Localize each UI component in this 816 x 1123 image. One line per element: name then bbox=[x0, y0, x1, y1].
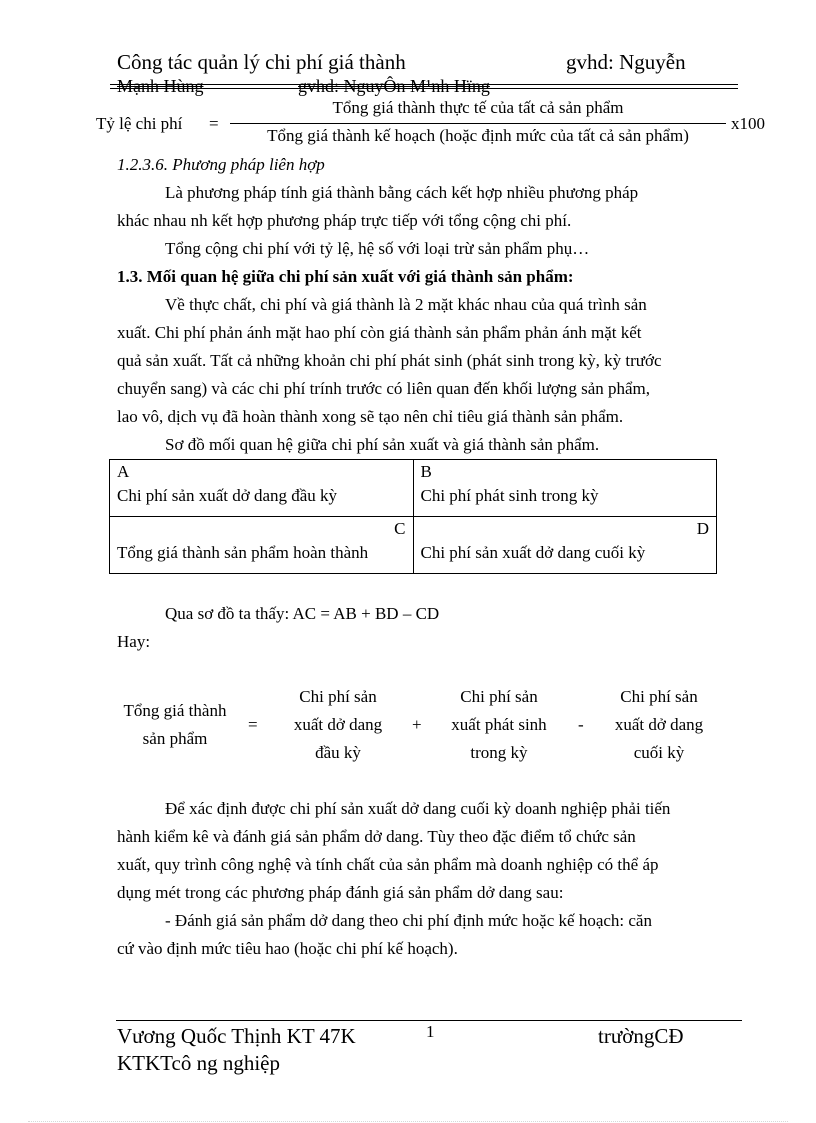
cost-term3-line3: cuối kỳ bbox=[633, 743, 685, 762]
section-1236-p2: Tổng cộng chi phí với tỷ lệ, hệ số với loại trừ sản phẩm phụ… bbox=[165, 239, 590, 258]
ratio-multiplier: x100 bbox=[731, 114, 765, 133]
section-13-p1-line4: chuyển sang) và các chi phí trính trước có liên quan đến khối lượng sản phẩm, bbox=[117, 379, 651, 398]
diagram-letter-c: C bbox=[394, 519, 406, 538]
cost-term2-line3: trong kỳ bbox=[470, 743, 528, 762]
header-line2-garbled: gvhd: NguyÔn M¹nh Hïng bbox=[298, 76, 490, 96]
diagram-letter-d: D bbox=[696, 519, 709, 538]
cost-lhs-line2: sản phẩm bbox=[142, 729, 208, 748]
footer-author: Vương Quốc Thịnh KT 47K bbox=[117, 1024, 356, 1048]
diagram-letter-b: B bbox=[420, 462, 432, 481]
diagram-cell-d bbox=[413, 517, 717, 574]
section-13-p1-line5: lao vô, dịch vụ đã hoàn thành xong sẽ tạo nên chỉ tiêu giá thành sản phẩm. bbox=[117, 407, 624, 426]
cost-term2-line1: Chi phí sản bbox=[460, 687, 538, 706]
diagram-text-c: Tổng giá thành sản phẩm hoàn thành bbox=[117, 543, 369, 562]
section-1236-p1-line1: Là phương pháp tính giá thành bằng cách kết hợp nhiều phương pháp bbox=[165, 183, 639, 202]
header-advisor: gvhd: Nguyễn bbox=[566, 50, 686, 74]
closing-p1-line2: hành kiểm kê và đánh giá sản phẩm dở dang. Tùy theo đặc điểm tổ chức sản bbox=[117, 827, 636, 846]
diagram-cell-b bbox=[413, 460, 717, 517]
cost-equals: = bbox=[248, 715, 258, 734]
cost-term3-line1: Chi phí sản bbox=[620, 687, 698, 706]
diagram-cell-a bbox=[110, 460, 414, 517]
diagram-cell-c bbox=[110, 517, 414, 574]
ratio-numerator: Tổng giá thành thực tế của tất cả sản phẩm bbox=[332, 98, 624, 117]
diagram-row-bottom bbox=[110, 517, 717, 574]
header-rule-top bbox=[110, 84, 738, 85]
cost-term1-line1: Chi phí sản bbox=[299, 687, 377, 706]
closing-p1-line3: xuất, quy trình công nghệ và tính chất của sản phẩm mà doanh nghiệp có thể áp bbox=[117, 855, 659, 874]
footer-rule bbox=[116, 1020, 742, 1021]
section-1236-p1-line2: khác nhau nh kết hợp phương pháp trực tiếp với tổng cộng chi phí. bbox=[117, 211, 572, 230]
conclusion-line: Qua sơ đồ ta thấy: AC = AB + BD – CD bbox=[165, 604, 440, 623]
diagram-text-d: Chi phí sản xuất dở dang cuối kỳ bbox=[420, 543, 646, 562]
section-13-p1-line3: quả sản xuất. Tất cả những khoản chi phí phát sinh (phát sinh trong kỳ, kỳ trước bbox=[117, 351, 662, 370]
closing-p1-line1: Để xác định được chi phí sản xuất dở dang cuối kỳ doanh nghiệp phải tiến bbox=[165, 799, 671, 818]
section-13-p1-line1: Về thực chất, chi phí và giá thành là 2 mặt khác nhau của quá trình sản bbox=[165, 295, 647, 314]
diagram-text-b: Chi phí phát sinh trong kỳ bbox=[420, 486, 599, 505]
cost-term2-line2: xuất phát sinh bbox=[451, 715, 547, 734]
header-rule-bottom bbox=[110, 88, 738, 89]
footer-page-number: 1 bbox=[426, 1022, 435, 1041]
closing-bullet-line1: - Đánh giá sản phẩm dở dang theo chi phí định mức hoặc kế hoạch: căn bbox=[165, 911, 652, 930]
section-1236-heading: 1.2.3.6. Phương pháp liên hợp bbox=[117, 155, 325, 174]
cost-term1-line3: đầu kỳ bbox=[315, 743, 361, 762]
diagram-row-top bbox=[110, 460, 717, 517]
cost-minus: - bbox=[578, 715, 584, 734]
ratio-fraction-bar bbox=[230, 123, 726, 124]
ratio-equals: = bbox=[209, 114, 219, 133]
closing-p1-line4: dụng mét trong các phương pháp đánh giá sản phẩm dở dang sau: bbox=[117, 883, 564, 902]
ratio-label: Tỷ lệ chi phí bbox=[96, 114, 183, 133]
header-title: Công tác quản lý chi phí giá thành bbox=[117, 50, 406, 74]
header-line2-name: Mạnh Hùng bbox=[117, 76, 204, 96]
footer-school-rest: KTKTcô ng nghiệp bbox=[117, 1051, 280, 1075]
cost-plus: + bbox=[412, 715, 422, 734]
section-13-heading: 1.3. Mối quan hệ giữa chi phí sản xuất với giá thành sản phẩm: bbox=[117, 267, 574, 286]
diagram-caption: Sơ đồ mối quan hệ giữa chi phí sản xuất và giá thành sản phẩm. bbox=[165, 435, 600, 454]
cost-lhs-line1: Tổng giá thành bbox=[123, 701, 227, 720]
section-13-p1-line2: xuất. Chi phí phản ánh mặt hao phí còn giá thành sản phẩm phản ánh mặt kết bbox=[117, 323, 642, 342]
diagram-letter-a: A bbox=[117, 462, 130, 481]
cost-term1-line2: xuất dở dang bbox=[293, 715, 383, 734]
footer-school-short: trườngCĐ bbox=[598, 1024, 684, 1048]
ratio-denominator: Tổng giá thành kế hoạch (hoặc định mức của tất cả sản phẩm) bbox=[267, 126, 689, 145]
closing-bullet-line2: cứ vào định mức tiêu hao (hoặc chi phí kế hoạch). bbox=[117, 939, 458, 958]
diagram-text-a: Chi phí sản xuất dở dang đầu kỳ bbox=[117, 486, 338, 505]
conclusion-hay: Hay: bbox=[117, 632, 151, 651]
page-bottom-edge bbox=[28, 1121, 788, 1122]
cost-diagram-table bbox=[109, 459, 717, 574]
cost-term3-line2: xuất dở dang bbox=[614, 715, 704, 734]
